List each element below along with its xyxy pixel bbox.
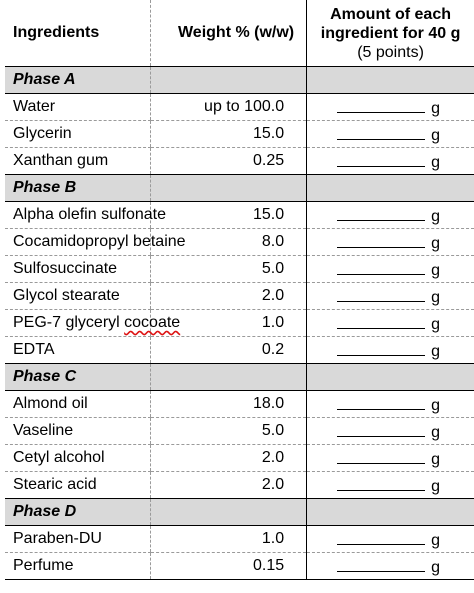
- ingredient-name: Glycol stearate: [5, 283, 150, 310]
- amount-unit: g: [431, 477, 441, 495]
- ingredient-weight: 5.0: [150, 418, 306, 445]
- amount-cell: [307, 472, 474, 499]
- table-row: [5, 283, 474, 310]
- table-row: [5, 526, 474, 553]
- amount-unit: g: [431, 423, 441, 441]
- amount-blank[interactable]: [337, 556, 425, 572]
- ingredient-name: Water: [5, 94, 150, 121]
- table-row: [5, 337, 474, 364]
- amount-unit: g: [431, 126, 441, 144]
- phase-label: Phase D: [5, 499, 150, 526]
- amount-blank[interactable]: [337, 286, 425, 302]
- header-amount: [307, 0, 474, 67]
- amount-cell: [307, 310, 474, 337]
- amount-unit: g: [431, 207, 441, 225]
- amount-blank[interactable]: [337, 232, 425, 248]
- table-row: [5, 472, 474, 499]
- table-row: [5, 310, 474, 337]
- amount-blank[interactable]: [337, 394, 425, 410]
- ingredient-name: Paraben-DU: [5, 526, 150, 553]
- ingredient-name: Vaseline: [5, 418, 150, 445]
- ingredient-name: Xanthan gum: [5, 148, 150, 175]
- amount-cell: [307, 391, 474, 418]
- spellcheck-word: cocoate: [124, 314, 181, 331]
- amount-unit: g: [431, 153, 441, 171]
- ingredient-name: [5, 310, 181, 337]
- amount-blank[interactable]: [337, 475, 425, 491]
- ingredient-name-part: PEG-7 glyceryl: [13, 314, 125, 331]
- ingredient-name: Sulfosuccinate: [5, 256, 150, 283]
- phase-label: Phase A: [5, 67, 150, 94]
- ingredient-weight: 15.0: [150, 202, 306, 229]
- amount-cell: [307, 445, 474, 472]
- amount-cell: [307, 283, 474, 310]
- table-row: [5, 391, 474, 418]
- ingredient-weight: up to 100.0: [150, 94, 306, 121]
- amount-cell: [307, 337, 474, 364]
- header-amount-line1: Amount of each: [330, 5, 451, 23]
- amount-unit: g: [431, 531, 441, 549]
- table-row: [5, 553, 474, 580]
- ingredient-name: Alpha olefin sulfonate: [5, 202, 150, 229]
- phase-row: [5, 499, 474, 526]
- ingredient-name: Stearic acid: [5, 472, 150, 499]
- amount-unit: g: [431, 315, 441, 333]
- amount-cell: [307, 256, 474, 283]
- ingredients-table: [5, 0, 474, 580]
- amount-cell: [307, 94, 474, 121]
- amount-cell: [307, 202, 474, 229]
- table-row: [5, 445, 474, 472]
- amount-blank[interactable]: [337, 448, 425, 464]
- table-row: [5, 256, 474, 283]
- ingredient-name: Perfume: [5, 553, 150, 580]
- header-weight: Weight % (w/w): [150, 0, 306, 67]
- ingredient-weight: 0.2: [150, 337, 306, 364]
- ingredient-weight: 2.0: [150, 472, 306, 499]
- table-header-row: [5, 0, 474, 67]
- amount-blank[interactable]: [337, 340, 425, 356]
- amount-blank[interactable]: [337, 151, 425, 167]
- amount-unit: g: [431, 234, 441, 252]
- ingredient-weight: 18.0: [150, 391, 306, 418]
- phase-row: [5, 175, 474, 202]
- header-amount-line2: ingredient for 40 g: [320, 24, 461, 42]
- ingredient-weight: 2.0: [150, 283, 306, 310]
- amount-unit: g: [431, 261, 441, 279]
- amount-blank[interactable]: [337, 313, 425, 329]
- ingredient-weight: 5.0: [150, 256, 306, 283]
- amount-cell: [307, 553, 474, 580]
- amount-cell: [307, 526, 474, 553]
- phase-label: Phase C: [5, 364, 150, 391]
- amount-unit: g: [431, 288, 441, 306]
- amount-cell: [307, 148, 474, 175]
- amount-unit: g: [431, 99, 441, 117]
- phase-row: [5, 364, 474, 391]
- ingredient-weight: 8.0: [150, 229, 306, 256]
- amount-cell: [307, 121, 474, 148]
- amount-unit: g: [431, 342, 441, 360]
- amount-unit: g: [431, 396, 441, 414]
- ingredient-weight: 1.0: [150, 310, 306, 337]
- ingredient-name: Cocamidopropyl betaine: [5, 229, 150, 256]
- ingredient-weight: 2.0: [150, 445, 306, 472]
- amount-blank[interactable]: [337, 97, 425, 113]
- header-amount-points: (5 points): [357, 43, 424, 61]
- amount-unit: g: [431, 558, 441, 576]
- ingredient-name: Cetyl alcohol: [5, 445, 150, 472]
- table-row: [5, 94, 474, 121]
- table-row: [5, 148, 474, 175]
- ingredient-weight: 15.0: [150, 121, 306, 148]
- ingredient-weight: 1.0: [150, 526, 306, 553]
- amount-blank[interactable]: [337, 421, 425, 437]
- amount-blank[interactable]: [337, 529, 425, 545]
- table-row: [5, 202, 474, 229]
- amount-unit: g: [431, 450, 441, 468]
- ingredient-name: Glycerin: [5, 121, 150, 148]
- amount-cell: [307, 229, 474, 256]
- table-row: [5, 121, 474, 148]
- ingredient-name: Almond oil: [5, 391, 150, 418]
- ingredient-weight: 0.15: [150, 553, 306, 580]
- amount-blank[interactable]: [337, 124, 425, 140]
- amount-blank[interactable]: [337, 259, 425, 275]
- table-row: [5, 229, 474, 256]
- phase-row: [5, 67, 474, 94]
- table-row: [5, 418, 474, 445]
- ingredient-name: EDTA: [5, 337, 150, 364]
- phase-label: Phase B: [5, 175, 150, 202]
- ingredient-weight: 0.25: [150, 148, 306, 175]
- header-ingredients: Ingredients: [5, 0, 150, 67]
- amount-cell: [307, 418, 474, 445]
- amount-blank[interactable]: [337, 205, 425, 221]
